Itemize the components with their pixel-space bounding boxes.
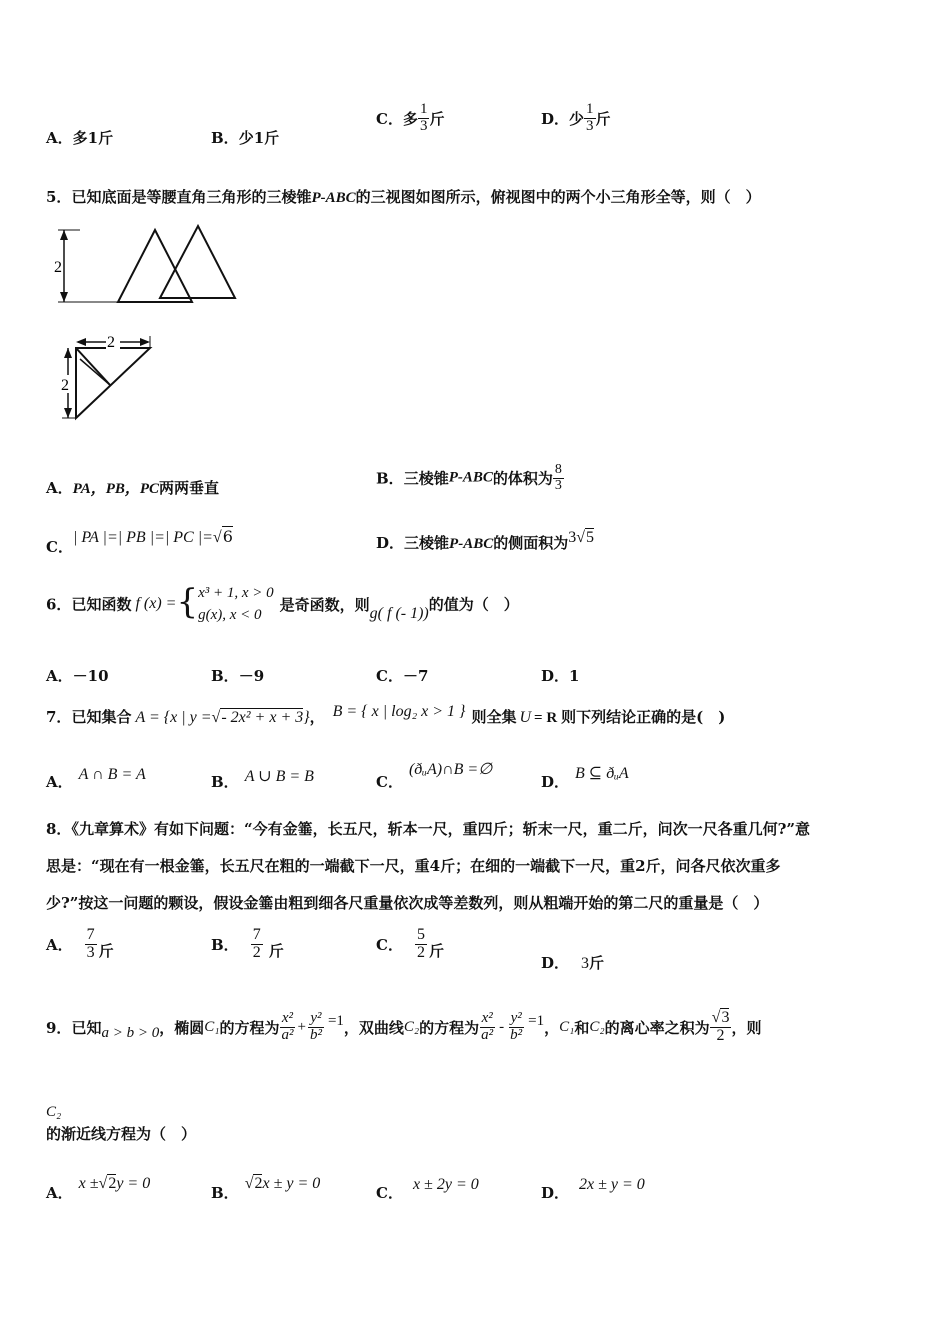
arrow-up xyxy=(64,348,72,358)
option-letter: B． xyxy=(211,773,239,791)
radicand: 2 xyxy=(108,1175,117,1192)
arrow-down xyxy=(60,292,68,302)
question-number: 8． xyxy=(46,820,72,838)
fraction xyxy=(415,927,427,962)
option-letter: B． xyxy=(211,667,239,685)
q7-option-a xyxy=(46,763,146,791)
option-text: －7 xyxy=(402,667,429,685)
option-text: －9 xyxy=(238,667,265,685)
numerator: x² xyxy=(281,1010,294,1027)
q8-option-b xyxy=(211,927,284,962)
stem-text: ，双曲线 xyxy=(343,1018,404,1037)
q5-option-a xyxy=(46,477,219,498)
stem-text: 《九章算术》有如下问题：“今有金箠，长五尺，斩本一尺，重四斤；斩末一尺，重二斤，问次一尺各重几何?”意 xyxy=(71,820,810,838)
radicand: 2 xyxy=(254,1175,263,1192)
math: C₁ xyxy=(204,1018,220,1035)
math: C₂ xyxy=(589,1018,605,1035)
q9-option-d xyxy=(541,1173,645,1202)
q7-stem: 7．已知集合 A = {x | y =√- 2x² + x + 3}， B = { x | log₂ x > 1 } 则全集 U = R 则下列结论正确的是( ) xyxy=(46,703,726,726)
top-width-label: 2 xyxy=(107,334,115,351)
q8-line-3 xyxy=(46,892,768,913)
q4-option-b xyxy=(211,127,279,148)
fraction xyxy=(85,927,97,962)
fraction xyxy=(553,463,564,493)
q5-option-c: C．| PA |=| PB |=| PC |=√6 xyxy=(46,527,233,556)
denominator: 2 xyxy=(252,943,261,961)
option-letter: D． xyxy=(541,667,570,685)
math: U xyxy=(519,709,532,726)
option-letter: B． xyxy=(211,1184,239,1202)
option-letter: D． xyxy=(541,109,570,128)
arrow-right xyxy=(140,338,150,346)
math: x ± 2y = 0 xyxy=(412,1176,479,1193)
stem-text: 的方程为 xyxy=(419,1018,480,1037)
math: P-ABC xyxy=(448,469,493,486)
stem-text: 的值为（ ） xyxy=(428,595,519,614)
option-text: 多1斤 xyxy=(72,129,114,147)
punctuation: ， xyxy=(309,708,325,726)
denominator: 2 xyxy=(716,1026,725,1044)
stem-text: 的方程为 xyxy=(219,1018,280,1037)
option-letter: A． xyxy=(46,667,73,685)
radicand: 5 xyxy=(586,529,595,546)
fraction xyxy=(418,102,430,135)
q6-option-d xyxy=(541,665,579,686)
q5-option-d: D．三棱锥P-ABC的侧面积为3√5 xyxy=(376,529,595,552)
option-text: 的侧面积为 xyxy=(493,534,569,552)
stem-text: 则全集 xyxy=(471,708,517,726)
q6-stem xyxy=(46,582,519,626)
arrow-left xyxy=(76,338,86,346)
option-letter: A． xyxy=(46,129,73,147)
option-letter: C． xyxy=(376,109,403,128)
fraction xyxy=(279,1011,295,1044)
option-letter: C． xyxy=(376,773,403,791)
option-letter: D． xyxy=(541,954,570,972)
stem-text: 和 xyxy=(574,1018,590,1037)
top-view-triangle xyxy=(76,348,150,418)
math: f (x) = xyxy=(135,595,177,612)
q6-option-a xyxy=(46,665,109,686)
q9-line-2 xyxy=(46,1104,197,1150)
radicand: 3 xyxy=(721,1009,730,1026)
option-text: 两两垂直 xyxy=(159,479,220,497)
stem-text: 已知函数 xyxy=(71,595,132,614)
operator: - xyxy=(499,1018,505,1035)
fraction xyxy=(308,1011,324,1044)
option-text: 少 xyxy=(569,109,585,128)
option-letter: C． xyxy=(376,1184,403,1202)
q6-option-b xyxy=(211,665,264,686)
math: B = { x | log₂ x > 1 } xyxy=(332,703,466,720)
stem-text: 已知集合 xyxy=(71,708,132,726)
math: 2x ± y = 0 xyxy=(579,1176,645,1193)
numerator: 1 xyxy=(586,101,594,117)
option-unit: 斤 xyxy=(429,109,445,128)
math: =1 xyxy=(528,1012,545,1029)
math: = R xyxy=(534,710,558,726)
math: g( f (- 1)) xyxy=(369,605,429,622)
stem-text: 少?”按这一问题的颗设，假设金箠由粗到细各尺重量依次成等差数列，则从粗端开始的第二尺的重量是（ ） xyxy=(46,894,769,912)
math: C₁ xyxy=(559,1018,575,1035)
front-view-triangle xyxy=(118,230,192,302)
option-letter: B． xyxy=(211,129,239,147)
q5-option-b xyxy=(376,463,564,493)
operator: + xyxy=(297,1018,306,1035)
arrow-up xyxy=(60,230,68,240)
option-unit: 斤 xyxy=(595,109,611,128)
question-number: 7． xyxy=(46,708,72,726)
q8-option-c xyxy=(376,927,444,962)
math: P-ABC xyxy=(311,190,356,206)
option-text: 三棱锥 xyxy=(404,534,450,552)
fraction: $\frac{√3}{2}$ xyxy=(711,1009,730,1044)
question-number: 9． xyxy=(46,1018,72,1037)
q6-option-c xyxy=(376,665,428,686)
fraction xyxy=(251,927,263,962)
stem-text: 已知 xyxy=(71,1018,102,1037)
option-text: 三棱锥 xyxy=(403,469,449,488)
q7-option-c xyxy=(376,758,493,791)
math: A = {x | y = xyxy=(135,709,212,726)
q4-option-d xyxy=(541,102,611,135)
radicand: 6 xyxy=(222,527,233,546)
fraction xyxy=(479,1011,495,1044)
denominator: 3 xyxy=(86,943,95,961)
option-letter: C． xyxy=(376,667,403,685)
stem-text: 已知底面是等腰直角三角形的三棱锥 xyxy=(71,188,312,206)
option-unit: 斤 xyxy=(428,941,444,960)
option-text: 的体积为 xyxy=(492,469,553,488)
q9-stem xyxy=(46,1010,761,1045)
math: a > b > 0 xyxy=(101,1024,160,1041)
option-text: －10 xyxy=(72,667,109,685)
denominator: b² xyxy=(510,1026,523,1043)
numerator: 1 xyxy=(419,101,428,117)
fraction xyxy=(584,102,596,135)
front-height-label: 2 xyxy=(54,259,62,276)
stem-text: 的渐近线方程为（ ） xyxy=(46,1125,197,1143)
q4-option-a xyxy=(46,127,113,148)
q7-option-b xyxy=(211,765,314,791)
math: =1 xyxy=(327,1012,344,1029)
option-text: 少1斤 xyxy=(238,129,280,147)
stem-text: 是奇函数，则 xyxy=(279,595,370,614)
numerator: 7 xyxy=(86,926,95,943)
q8-line-1 xyxy=(46,818,810,839)
math: C₂ xyxy=(403,1018,420,1035)
option-text: 多 xyxy=(402,109,418,128)
option-letter: B． xyxy=(211,935,239,954)
case-1: x³ + 1, x > 0 xyxy=(198,585,274,601)
numerator: x² xyxy=(481,1010,493,1027)
numerator: y² xyxy=(510,1010,522,1027)
math: y = 0 xyxy=(116,1175,151,1192)
math: } xyxy=(303,709,310,726)
denominator: 3 xyxy=(554,477,562,493)
stem-text: 则下列结论正确的是( ) xyxy=(561,708,726,726)
numerator: 5 xyxy=(416,926,425,943)
stem-text: ，椭圆 xyxy=(159,1018,205,1037)
math: PA，PB，PC xyxy=(72,481,160,497)
fraction xyxy=(508,1011,524,1044)
numerator: 8 xyxy=(554,462,562,477)
option-letter: A． xyxy=(46,773,73,791)
q8-option-a xyxy=(46,927,114,962)
stem-text: ， xyxy=(544,1018,560,1037)
q9-option-b: B．√2x ± y = 0 xyxy=(211,1175,321,1202)
option-letter: D． xyxy=(541,773,570,791)
option-letter: D． xyxy=(541,1184,570,1202)
option-letter: C． xyxy=(46,538,73,556)
option-letter: D． xyxy=(376,534,405,552)
stem-text: 思是：“现在有一根金箠，长五尺在粗的一端截下一尺，重4斤；在细的一端截下一尺，重2斤，问各尺依次重多 xyxy=(46,857,781,875)
q9-option-a: A．x ±√2y = 0 xyxy=(46,1175,151,1202)
denominator: 3 xyxy=(419,117,428,134)
question-number: 6． xyxy=(46,595,72,614)
option-letter: C． xyxy=(376,935,403,954)
denominator: 2 xyxy=(416,943,425,961)
option-text: 1 xyxy=(569,667,580,685)
option-text: 3 xyxy=(581,955,590,972)
stem-text: 的三视图如图所示，俯视图中的两个小三角形全等，则（ ） xyxy=(355,188,761,206)
option-letter: A． xyxy=(46,1184,73,1202)
top-view-inner-line xyxy=(80,359,110,385)
option-text: B ⊆ ðᵤA xyxy=(575,765,629,782)
math: | PA |=| PB |=| PC |= xyxy=(72,529,213,546)
q8-option-d xyxy=(541,952,604,973)
option-unit: 斤 xyxy=(98,941,114,960)
q8-line-2 xyxy=(46,855,781,876)
denominator: a² xyxy=(281,1026,294,1043)
option-unit: 斤 xyxy=(268,941,284,960)
piecewise: { x³ + 1, x > 0 g(x), x < 0 xyxy=(176,582,273,626)
denominator: b² xyxy=(309,1026,322,1043)
case-2: g(x), x < 0 xyxy=(198,607,262,623)
option-letter: A． xyxy=(46,935,73,954)
math: x ± y = 0 xyxy=(262,1175,321,1192)
q5-stem xyxy=(46,186,761,207)
denominator: 3 xyxy=(586,117,594,134)
coefficient: 3 xyxy=(568,529,577,546)
stem-text: ，则 xyxy=(731,1018,762,1037)
q9-option-c xyxy=(376,1173,479,1202)
top-height-label: 2 xyxy=(61,377,69,394)
numerator: 7 xyxy=(252,926,261,943)
stem-text: 的离心率之积为 xyxy=(604,1018,710,1037)
radicand: - 2x² + x + 3 xyxy=(221,709,304,726)
arrow-down xyxy=(64,408,72,418)
three-view-figure xyxy=(50,220,250,425)
q7-option-d xyxy=(541,762,629,791)
top-view-inner-line xyxy=(76,348,110,385)
question-number: 5． xyxy=(46,188,72,206)
q4-option-c xyxy=(376,102,444,135)
option-letter: A． xyxy=(46,479,73,497)
numerator: y² xyxy=(310,1010,322,1027)
option-unit: 斤 xyxy=(589,954,605,972)
denominator: a² xyxy=(481,1026,494,1043)
math: x ± xyxy=(78,1175,99,1192)
math: P-ABC xyxy=(449,536,494,552)
option-text: A ∩ B = A xyxy=(78,766,146,783)
option-text: (ðᵤA)∩B =∅ xyxy=(408,761,493,778)
option-text: A ∪ B = B xyxy=(244,768,314,785)
option-letter: B． xyxy=(376,469,404,488)
math: C₂ xyxy=(46,1104,62,1120)
